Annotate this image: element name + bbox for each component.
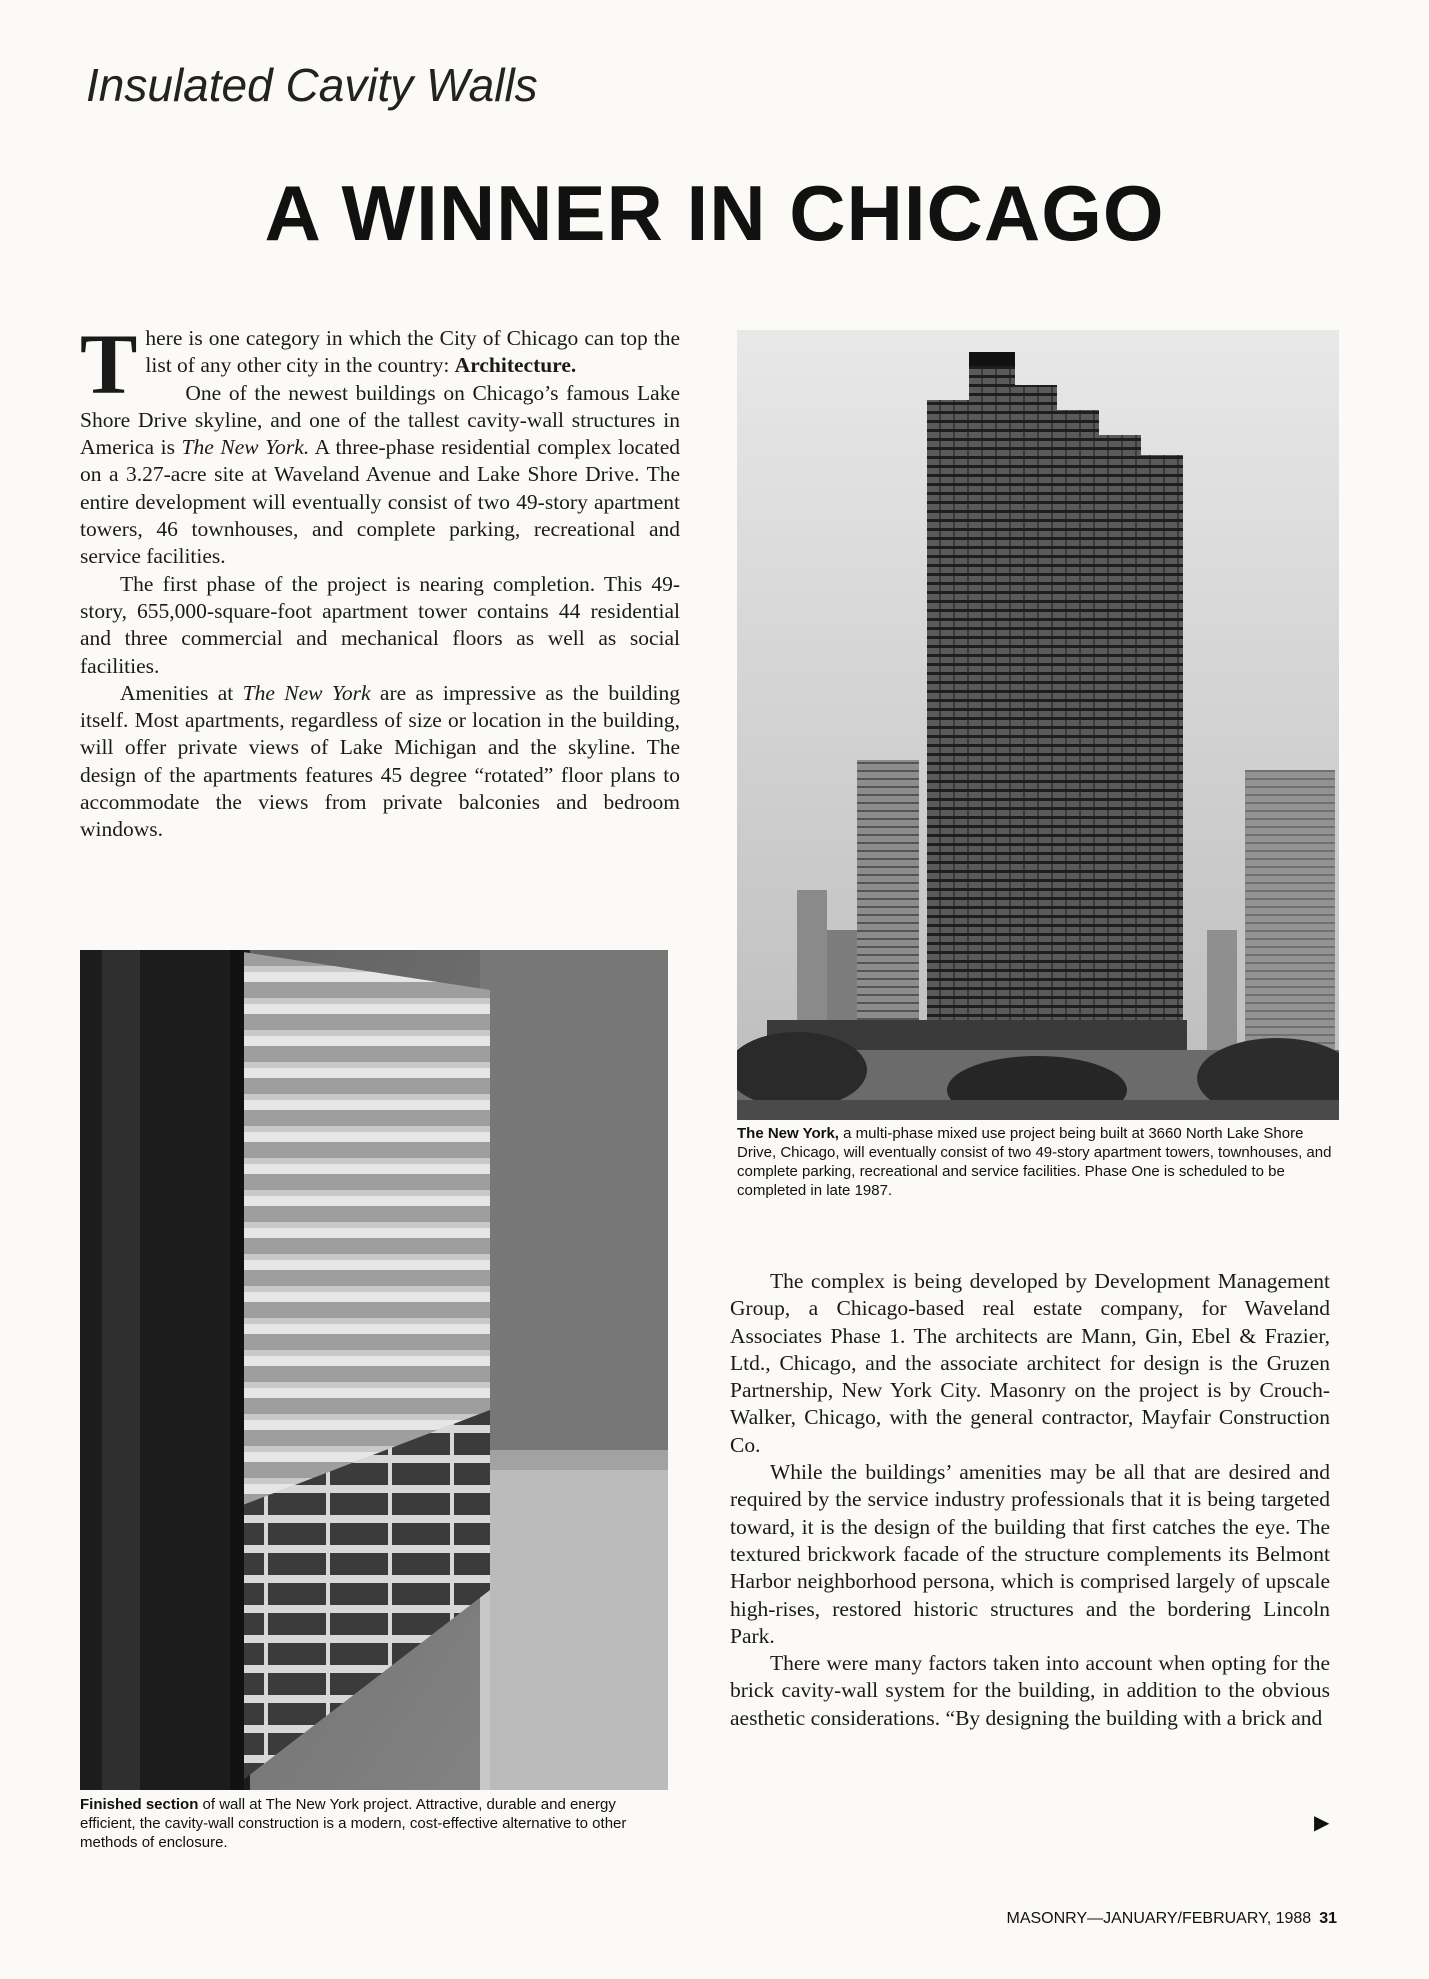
page-footer: [1007, 1910, 1338, 1928]
tower-photo: [737, 330, 1339, 1120]
paragraph-6: While the buildings’ amenities may be all that are desired and required by the service industry professionals that it is being targeted toward, it is the design of the building that first catches the eye. The textured brickwork facade of the structure complements its Belmont Harbor neighborhood persona, which is comprised largely of upscale high-rises, restored historic structures and the bordering Lincoln Park.: [730, 1460, 1330, 1648]
wall-caption: [80, 1795, 670, 1852]
p2-text-a: One of the newest buildings on Chicago’s famous Lake Shore Drive skyline, and one of the tallest cavity-wall structures in America is: [80, 380, 680, 460]
p4-text-b: are as impressive as the building itself. Most apartments, regardless of size or location in the building, will offer private views of Lake Michigan and the skyline. The design of the apartments features 45 degree “rotated” floor plans to accommodate the views from private balconies and bedroom windows.: [80, 680, 680, 842]
intro-bold: Architecture.: [454, 353, 577, 378]
paragraph-5: The complex is being developed by Development Management Group, a Chicago-based real estate company, for Waveland Associates Phase 1. The architects are Mann, Gin, Ebel & Frazier, Ltd., Chicago, and the associate architect for design is the Gruzen Partnership, New York City. Masonry on the project is by Crouch-Walker, Chicago, with the general contractor, Mayfair Construction Co.: [730, 1269, 1330, 1457]
p2-text-b: A three-phase residential complex located on a 3.27-acre site at Waveland Avenue and Lake Shore Drive. The entire development will eventually consist of two 49-story apartment towers, 46 townhouses, and complete parking, recreational and service facilities.: [80, 435, 681, 569]
tower-caption-text: a multi-phase mixed use project being built at 3660 North Lake Shore Drive, Chicago, will eventually consist of two 49-story apartment towers, townhouses, and complete parking, recreational and service facilities. Phase One is scheduled to be completed in late 1987.: [737, 1125, 1332, 1199]
paragraph-4: [80, 680, 680, 844]
intro-paragraph: [80, 316, 680, 412]
section-kicker: Insulated Cavity Walls: [86, 59, 538, 111]
paragraph-3: The first phase of the project is nearing completion. This 49-story, 655,000-square-foot apartment tower contains 44 residential and three commercial and mechanical floors as well as social facilities.: [80, 571, 680, 678]
tower-caption-bold: The New York,: [737, 1125, 839, 1142]
drop-cap: T: [80, 316, 138, 412]
brick-wall-image: [80, 950, 668, 1790]
tower-caption: [737, 1124, 1337, 1200]
wall-caption-bold: Finished section: [80, 1796, 199, 1813]
tower-photo-image: [737, 330, 1339, 1120]
intro-text: here is one category in which the City of Chicago can top the list of any other city in the country:: [145, 326, 680, 378]
paragraph-2: [80, 380, 680, 571]
right-column-text: [730, 1268, 1330, 1732]
p4-italic: The New York: [242, 680, 371, 705]
paragraph-7: There were many factors taken into account when opting for the brick cavity-wall system for the building, in addition to the obvious aesthetic considerations. “By designing the building with a brick and: [730, 1651, 1330, 1730]
wall-caption-text: of wall at The New York project. Attractive, durable and energy efficient, the cavity-wall construction is a modern, cost-effective alternative to other methods of enclosure.: [80, 1796, 627, 1851]
left-column-text: [80, 316, 681, 844]
p4-text-a: Amenities at: [120, 680, 243, 705]
article-title: A WINNER IN CHICAGO: [264, 169, 1165, 257]
brick-wall-photo: [80, 950, 668, 1790]
p2-italic: The New York.: [181, 435, 310, 460]
page-number: 31: [1319, 1910, 1337, 1927]
continue-arrow-icon: ▶: [1314, 1812, 1330, 1834]
publication-line: MASONRY—JANUARY/FEBRUARY, 1988: [1006, 1910, 1312, 1927]
